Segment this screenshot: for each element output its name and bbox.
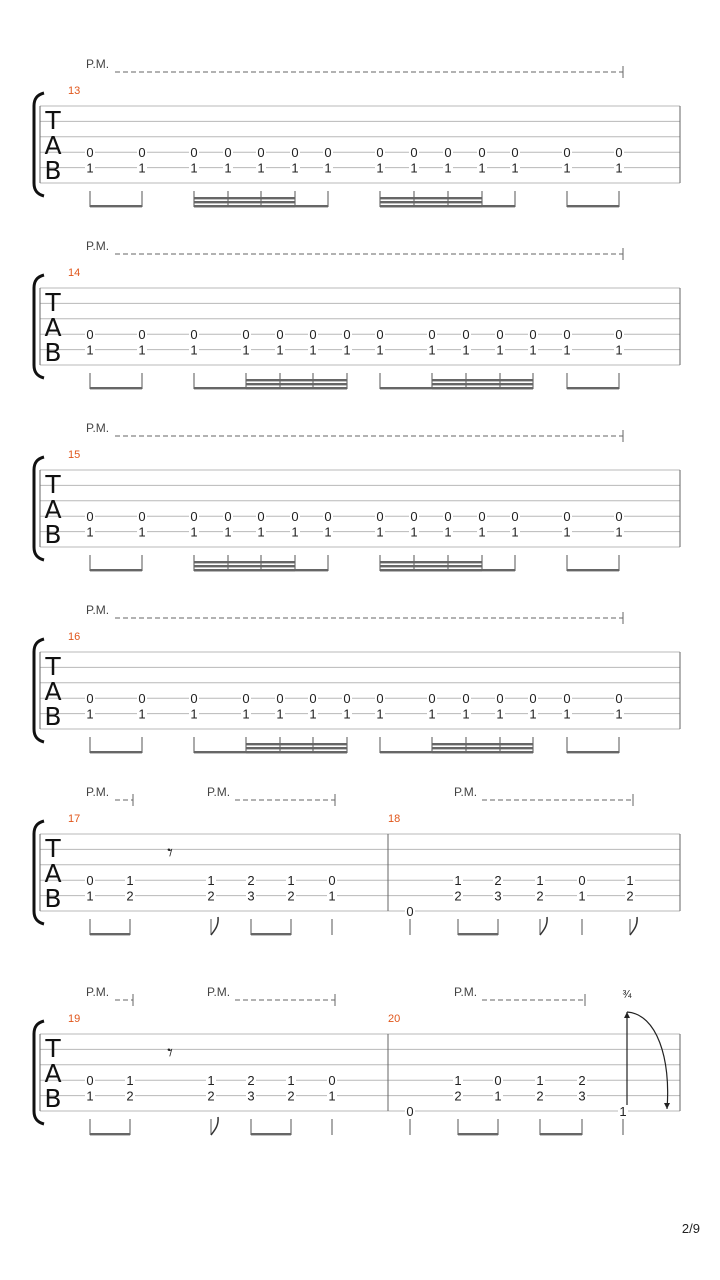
fret-number: 0 bbox=[563, 509, 571, 525]
fret-number: 0 bbox=[376, 327, 384, 343]
fret-number: 0 bbox=[291, 145, 299, 161]
bend-arrowhead bbox=[664, 1103, 670, 1109]
fret-number: 3 bbox=[578, 1088, 586, 1104]
fret-number: 0 bbox=[224, 509, 232, 525]
bend-arrowhead bbox=[624, 1012, 630, 1018]
fret-number: 0 bbox=[86, 145, 94, 161]
fret-number: 0 bbox=[309, 327, 317, 343]
fret-number: 0 bbox=[496, 327, 504, 343]
bar-number: 17 bbox=[68, 813, 81, 825]
fret-number: 1 bbox=[190, 706, 198, 722]
tab-clef-letter: B bbox=[44, 520, 62, 549]
tab-clef-letter: B bbox=[44, 1084, 62, 1113]
fret-number: 1 bbox=[563, 706, 571, 722]
beam bbox=[246, 383, 347, 385]
beam bbox=[432, 387, 533, 389]
beam bbox=[194, 569, 295, 571]
fret-number: 0 bbox=[138, 509, 146, 525]
fret-number: 0 bbox=[86, 1073, 94, 1089]
beam bbox=[90, 933, 130, 935]
staff-system bbox=[34, 603, 680, 753]
fret-number: 1 bbox=[291, 524, 299, 540]
palm-mute-label: P.M. bbox=[207, 985, 231, 999]
beam bbox=[458, 933, 498, 935]
beam bbox=[432, 379, 533, 381]
system-bracket bbox=[34, 93, 44, 196]
fret-number: 2 bbox=[247, 873, 255, 889]
fret-number: 0 bbox=[511, 145, 519, 161]
fret-number: 2 bbox=[287, 1088, 295, 1104]
tab-clef-letter: A bbox=[44, 495, 62, 524]
tab-clef-letter: A bbox=[44, 131, 62, 160]
fret-number: 2 bbox=[126, 888, 134, 904]
fret-number: 0 bbox=[529, 691, 537, 707]
fret-number: 0 bbox=[190, 509, 198, 525]
fret-number: 0 bbox=[276, 327, 284, 343]
beam bbox=[380, 565, 482, 567]
fret-number: 1 bbox=[328, 1088, 336, 1104]
beam bbox=[458, 1133, 498, 1135]
fret-number: 0 bbox=[257, 145, 265, 161]
fret-number: 1 bbox=[190, 160, 198, 176]
bar-number: 16 bbox=[68, 631, 81, 643]
fret-number: 1 bbox=[138, 160, 146, 176]
bar-number: 18 bbox=[388, 813, 401, 825]
fret-number: 1 bbox=[207, 873, 215, 889]
bar-number: 13 bbox=[68, 85, 81, 97]
fret-number: 1 bbox=[563, 342, 571, 358]
fret-number: 1 bbox=[615, 524, 623, 540]
fret-number: 2 bbox=[536, 1088, 544, 1104]
tab-clef-letter: T bbox=[45, 470, 61, 499]
fret-number: 0 bbox=[291, 509, 299, 525]
beam bbox=[567, 569, 619, 571]
tab-clef-letter: B bbox=[44, 156, 62, 185]
fret-number: 0 bbox=[224, 145, 232, 161]
beam bbox=[432, 751, 533, 753]
fret-number: 0 bbox=[496, 691, 504, 707]
fret-number: 1 bbox=[428, 706, 436, 722]
fret-number: 0 bbox=[615, 327, 623, 343]
fret-number: 2 bbox=[626, 888, 634, 904]
fret-number: 0 bbox=[563, 691, 571, 707]
fret-number: 2 bbox=[536, 888, 544, 904]
fret-number: 0 bbox=[410, 509, 418, 525]
fret-number: 2 bbox=[126, 1088, 134, 1104]
fret-number: 0 bbox=[86, 873, 94, 889]
bend-amount-label: ¾ bbox=[622, 989, 632, 1001]
fret-number: 0 bbox=[328, 873, 336, 889]
fret-number: 1 bbox=[276, 342, 284, 358]
system-bracket bbox=[34, 275, 44, 378]
bar-number: 20 bbox=[388, 1013, 401, 1025]
tab-clef-letter: A bbox=[44, 313, 62, 342]
beam bbox=[246, 751, 347, 753]
fret-number: 1 bbox=[190, 342, 198, 358]
tab-clef-letter: A bbox=[44, 859, 62, 888]
fret-number: 0 bbox=[138, 691, 146, 707]
fret-number: 0 bbox=[615, 145, 623, 161]
system-bracket bbox=[34, 1021, 44, 1124]
fret-number: 1 bbox=[615, 706, 623, 722]
fret-number: 1 bbox=[529, 342, 537, 358]
tab-clef-letter: T bbox=[45, 1034, 61, 1063]
beam bbox=[251, 1133, 291, 1135]
fret-number: 1 bbox=[444, 524, 452, 540]
tab-clef-letter: B bbox=[44, 338, 62, 367]
staff-system bbox=[34, 421, 680, 571]
fret-number: 1 bbox=[536, 1073, 544, 1089]
fret-number: 1 bbox=[343, 342, 351, 358]
staff-system bbox=[34, 985, 680, 1135]
beam bbox=[432, 747, 533, 749]
fret-number: 1 bbox=[242, 342, 250, 358]
fret-number: 2 bbox=[454, 888, 462, 904]
fret-number: 1 bbox=[478, 160, 486, 176]
fret-number: 0 bbox=[86, 691, 94, 707]
beam bbox=[246, 743, 347, 745]
palm-mute-label: P.M. bbox=[86, 785, 110, 799]
beam bbox=[246, 387, 347, 389]
beam bbox=[90, 751, 142, 753]
beam bbox=[380, 197, 482, 199]
fret-number: 1 bbox=[86, 160, 94, 176]
fret-number: 0 bbox=[138, 327, 146, 343]
fret-number: 1 bbox=[496, 706, 504, 722]
page-number: 2/9 bbox=[681, 1221, 700, 1236]
fret-number: 1 bbox=[309, 706, 317, 722]
fret-number: 1 bbox=[138, 524, 146, 540]
fret-number: 1 bbox=[462, 342, 470, 358]
fret-number: 1 bbox=[494, 1088, 502, 1104]
fret-number: 0 bbox=[406, 1104, 414, 1119]
beam bbox=[90, 205, 142, 207]
fret-number: 2 bbox=[287, 888, 295, 904]
fret-number: 0 bbox=[376, 691, 384, 707]
beam bbox=[194, 561, 295, 563]
fret-number: 1 bbox=[287, 873, 295, 889]
fret-number: 1 bbox=[86, 342, 94, 358]
beam bbox=[194, 565, 295, 567]
fret-number: 0 bbox=[376, 509, 384, 525]
fret-number: 1 bbox=[291, 160, 299, 176]
beam bbox=[251, 933, 291, 935]
fret-number: 0 bbox=[86, 327, 94, 343]
note-flag bbox=[211, 917, 218, 935]
fret-number: 1 bbox=[511, 160, 519, 176]
fret-number: 1 bbox=[309, 342, 317, 358]
fret-number: 0 bbox=[242, 327, 250, 343]
fret-number: 2 bbox=[578, 1073, 586, 1089]
fret-number: 3 bbox=[247, 1088, 255, 1104]
fret-number: 1 bbox=[462, 706, 470, 722]
fret-number: 1 bbox=[328, 888, 336, 904]
palm-mute-label: P.M. bbox=[207, 785, 231, 799]
tab-clef-letter: T bbox=[45, 834, 61, 863]
fret-number: 1 bbox=[626, 873, 634, 889]
fret-number: 0 bbox=[462, 327, 470, 343]
beam bbox=[380, 205, 482, 207]
beam bbox=[540, 1133, 582, 1135]
beam bbox=[380, 569, 482, 571]
fret-number: 1 bbox=[257, 160, 265, 176]
fret-number: 1 bbox=[615, 342, 623, 358]
fret-number: 0 bbox=[494, 1073, 502, 1089]
fret-number: 0 bbox=[563, 327, 571, 343]
fret-number: 1 bbox=[376, 342, 384, 358]
fret-number: 1 bbox=[454, 1073, 462, 1089]
fret-number: 1 bbox=[615, 160, 623, 176]
fret-number: 0 bbox=[324, 145, 332, 161]
beam bbox=[194, 201, 295, 203]
fret-number: 1 bbox=[454, 873, 462, 889]
palm-mute-label: P.M. bbox=[86, 421, 110, 435]
tab-clef-letter: B bbox=[44, 884, 62, 913]
palm-mute-label: P.M. bbox=[86, 985, 110, 999]
palm-mute-label: P.M. bbox=[86, 239, 110, 253]
tab-clef-letter: B bbox=[44, 702, 62, 731]
fret-number: 2 bbox=[207, 888, 215, 904]
fret-number: 3 bbox=[494, 888, 502, 904]
palm-mute-label: P.M. bbox=[454, 985, 478, 999]
system-bracket bbox=[34, 639, 44, 742]
fret-number: 1 bbox=[224, 160, 232, 176]
fret-number: 1 bbox=[242, 706, 250, 722]
fret-number: 1 bbox=[190, 524, 198, 540]
beam bbox=[246, 379, 347, 381]
beam bbox=[246, 747, 347, 749]
fret-number: 0 bbox=[428, 327, 436, 343]
beam bbox=[432, 383, 533, 385]
fret-number: 3 bbox=[247, 888, 255, 904]
fret-number: 0 bbox=[328, 1073, 336, 1089]
fret-number: 1 bbox=[86, 888, 94, 904]
fret-number: 0 bbox=[511, 509, 519, 525]
fret-number: 0 bbox=[276, 691, 284, 707]
system-bracket bbox=[34, 821, 44, 924]
fret-number: 0 bbox=[428, 691, 436, 707]
fret-number: 1 bbox=[478, 524, 486, 540]
tab-clef-letter: T bbox=[45, 288, 61, 317]
beam bbox=[567, 751, 619, 753]
fret-number: 0 bbox=[190, 145, 198, 161]
fret-number: 0 bbox=[615, 509, 623, 525]
tab-clef-letter: T bbox=[45, 106, 61, 135]
bar-number: 19 bbox=[68, 1013, 81, 1025]
fret-number: 1 bbox=[138, 342, 146, 358]
fret-number: 0 bbox=[309, 691, 317, 707]
fret-number: 2 bbox=[454, 1088, 462, 1104]
tab-clef-letter: A bbox=[44, 1059, 62, 1088]
fret-number: 0 bbox=[462, 691, 470, 707]
eighth-rest: 𝄾 bbox=[167, 841, 173, 866]
fret-number: 0 bbox=[478, 145, 486, 161]
fret-number: 0 bbox=[410, 145, 418, 161]
fret-number: 0 bbox=[615, 691, 623, 707]
fret-number: 1 bbox=[496, 342, 504, 358]
fret-number: 1 bbox=[563, 160, 571, 176]
fret-number: 1 bbox=[324, 524, 332, 540]
fret-number: 0 bbox=[444, 509, 452, 525]
fret-number: 2 bbox=[494, 873, 502, 889]
beam bbox=[90, 387, 142, 389]
fret-number: 1 bbox=[563, 524, 571, 540]
fret-number: 2 bbox=[247, 1073, 255, 1089]
fret-number: 1 bbox=[287, 1073, 295, 1089]
fret-number: 1 bbox=[207, 1073, 215, 1089]
fret-number: 1 bbox=[578, 888, 586, 904]
fret-number: 1 bbox=[410, 160, 418, 176]
fret-number: 0 bbox=[563, 145, 571, 161]
system-bracket bbox=[34, 457, 44, 560]
fret-number: 1 bbox=[410, 524, 418, 540]
staff-system bbox=[34, 57, 680, 207]
beam bbox=[194, 205, 295, 207]
palm-mute-label: P.M. bbox=[86, 603, 110, 617]
fret-number: 1 bbox=[444, 160, 452, 176]
fret-number: 1 bbox=[376, 160, 384, 176]
fret-number: 1 bbox=[536, 873, 544, 889]
fret-number: 1 bbox=[86, 1088, 94, 1104]
fret-number: 2 bbox=[207, 1088, 215, 1104]
fret-number: 1 bbox=[343, 706, 351, 722]
bar-number: 14 bbox=[68, 267, 81, 279]
fret-number: 1 bbox=[529, 706, 537, 722]
note-flag bbox=[630, 917, 637, 935]
fret-number: 1 bbox=[86, 524, 94, 540]
fret-number: 0 bbox=[257, 509, 265, 525]
fret-number: 1 bbox=[511, 524, 519, 540]
tab-clef-letter: A bbox=[44, 677, 62, 706]
fret-number: 0 bbox=[138, 145, 146, 161]
fret-number: 1 bbox=[428, 342, 436, 358]
staff-system bbox=[34, 239, 680, 389]
bar-number: 15 bbox=[68, 449, 81, 461]
beam bbox=[194, 197, 295, 199]
beam bbox=[567, 205, 619, 207]
staff-system bbox=[34, 785, 680, 935]
fret-number: 1 bbox=[324, 160, 332, 176]
beam bbox=[432, 743, 533, 745]
fret-number: 0 bbox=[190, 327, 198, 343]
fret-number: 0 bbox=[444, 145, 452, 161]
tab-clef-letter: T bbox=[45, 652, 61, 681]
fret-number: 1 bbox=[376, 706, 384, 722]
fret-number: 0 bbox=[190, 691, 198, 707]
fret-number: 1 bbox=[224, 524, 232, 540]
fret-number: 0 bbox=[324, 509, 332, 525]
fret-number: 0 bbox=[343, 691, 351, 707]
beam bbox=[380, 561, 482, 563]
note-flag bbox=[540, 917, 547, 935]
beam bbox=[90, 569, 142, 571]
beam bbox=[90, 1133, 130, 1135]
note-flag bbox=[211, 1117, 218, 1135]
fret-number: 1 bbox=[138, 706, 146, 722]
eighth-rest: 𝄾 bbox=[167, 1041, 173, 1066]
fret-number: 1 bbox=[126, 1073, 134, 1089]
fret-number: 1 bbox=[276, 706, 284, 722]
fret-number: 0 bbox=[478, 509, 486, 525]
fret-number: 1 bbox=[126, 873, 134, 889]
bend-release-curve bbox=[627, 1012, 668, 1109]
fret-number: 0 bbox=[406, 904, 414, 919]
fret-number: 0 bbox=[242, 691, 250, 707]
fret-number: 0 bbox=[343, 327, 351, 343]
palm-mute-label: P.M. bbox=[86, 57, 110, 71]
fret-number: 1 bbox=[257, 524, 265, 540]
fret-number: 0 bbox=[86, 509, 94, 525]
fret-number: 1 bbox=[86, 706, 94, 722]
beam bbox=[380, 201, 482, 203]
fret-number: 1 bbox=[376, 524, 384, 540]
fret-number: 0 bbox=[529, 327, 537, 343]
palm-mute-label: P.M. bbox=[454, 785, 478, 799]
fret-number: 1 bbox=[619, 1104, 627, 1119]
beam bbox=[567, 387, 619, 389]
fret-number: 0 bbox=[578, 873, 586, 889]
fret-number: 0 bbox=[376, 145, 384, 161]
